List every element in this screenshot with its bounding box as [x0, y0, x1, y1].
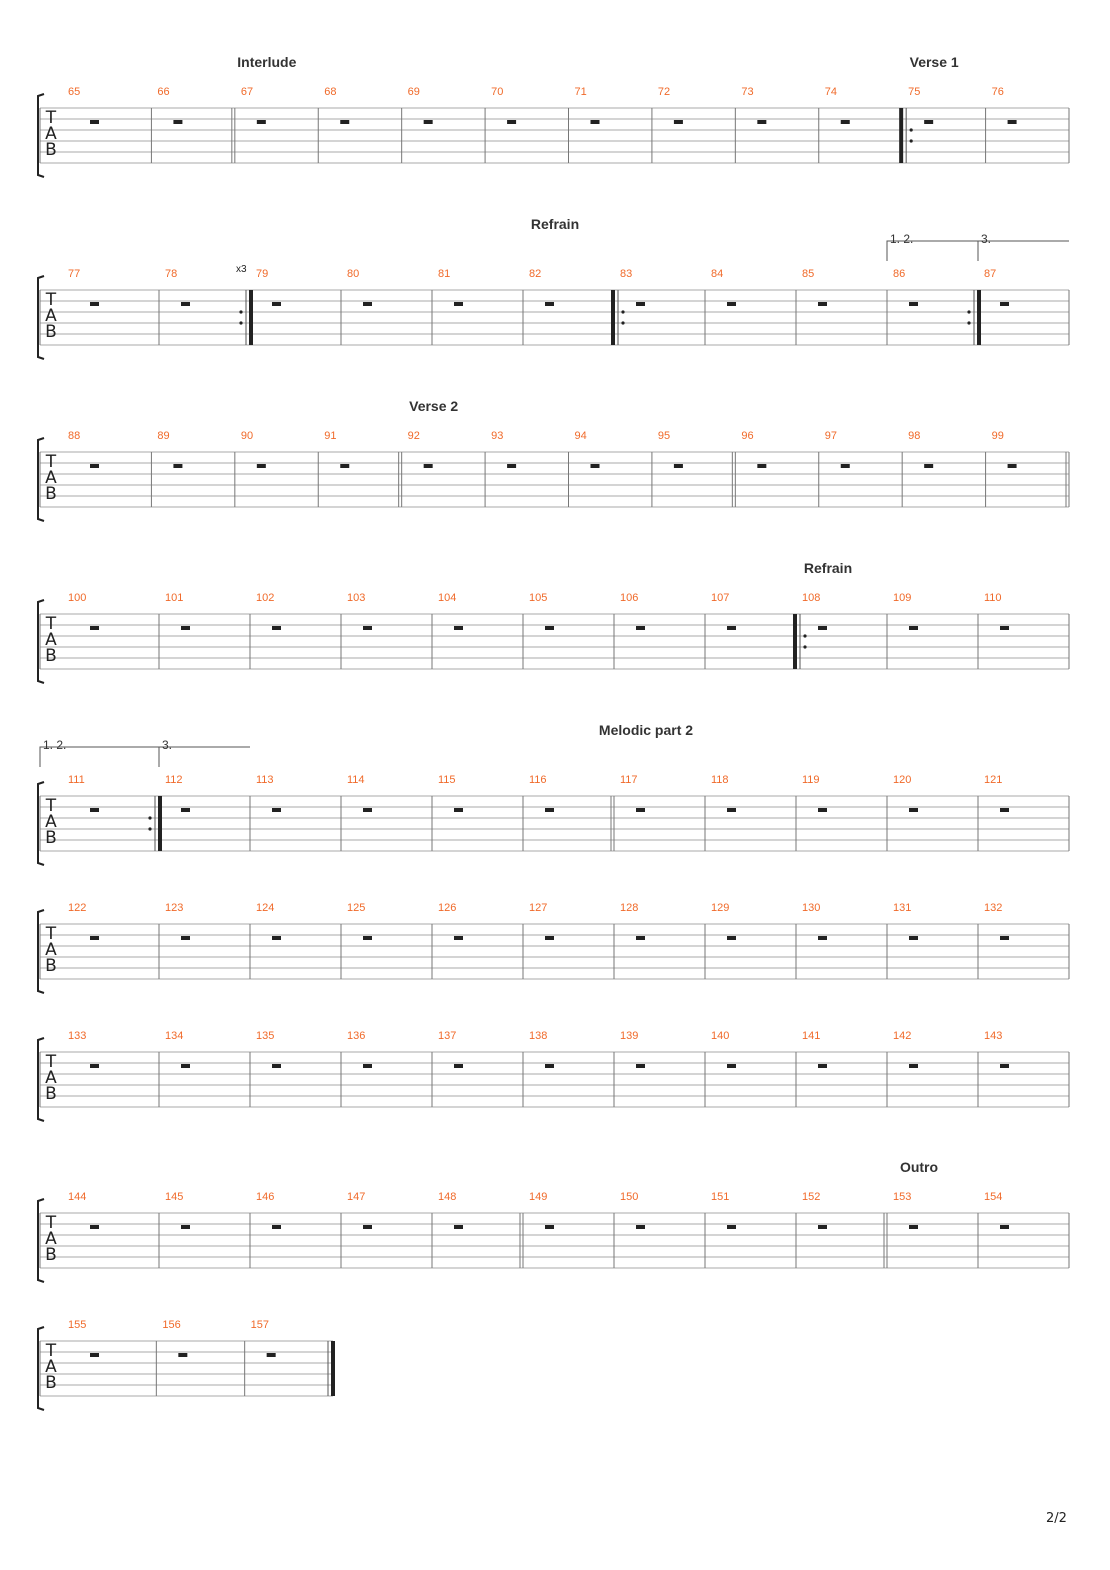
whole-rest — [454, 1225, 463, 1229]
tab-clef-letter: T — [45, 108, 57, 128]
tab-clef-letter: B — [45, 828, 57, 848]
measure-number: 152 — [802, 1191, 821, 1203]
whole-rest — [727, 808, 736, 812]
whole-rest — [545, 626, 554, 630]
repeat-dot — [239, 321, 242, 324]
measure-number: 105 — [529, 592, 548, 604]
measure-number: 114 — [347, 774, 365, 786]
measure-number: 81 — [438, 268, 451, 280]
whole-rest — [818, 936, 827, 940]
whole-rest — [636, 808, 645, 812]
measure-number: 147 — [347, 1191, 366, 1203]
repeat-end-thick — [249, 290, 253, 345]
measure-number: 70 — [491, 86, 504, 98]
tab-clef-letter: A — [45, 812, 57, 832]
measure-number: 157 — [250, 1319, 270, 1331]
whole-rest — [363, 1064, 372, 1068]
volta-label: 3. — [162, 738, 173, 752]
whole-rest — [545, 1064, 554, 1068]
measure-number: 69 — [407, 86, 420, 98]
measure-number: 108 — [802, 592, 821, 604]
whole-rest — [841, 120, 850, 124]
measure-number: 142 — [893, 1030, 912, 1042]
tab-clef-letter: T — [45, 452, 57, 472]
volta-label: 1. 2. — [890, 232, 914, 246]
measure-number: 153 — [893, 1191, 912, 1203]
whole-rest — [363, 936, 372, 940]
whole-rest — [181, 302, 190, 306]
volta-bracket — [978, 241, 1069, 261]
whole-rest — [818, 808, 827, 812]
section-label: Outro — [899, 1159, 939, 1175]
measure-number: 123 — [165, 902, 184, 914]
tab-clef-letter: T — [45, 290, 57, 310]
measure-number: 98 — [908, 430, 921, 442]
measure-number: 148 — [438, 1191, 457, 1203]
whole-rest — [727, 936, 736, 940]
measure-number: 91 — [324, 430, 337, 442]
tab-clef-letter: A — [45, 1357, 57, 1377]
tab-clef-letter: T — [45, 796, 57, 816]
whole-rest — [90, 1353, 99, 1357]
measure-number: 85 — [802, 268, 815, 280]
whole-rest — [674, 464, 683, 468]
whole-rest — [909, 808, 918, 812]
measure-number: 125 — [347, 902, 366, 914]
whole-rest — [909, 936, 918, 940]
measure-number: 122 — [68, 902, 87, 914]
whole-rest — [757, 464, 766, 468]
whole-rest — [1000, 936, 1009, 940]
measure-number: 127 — [529, 902, 548, 914]
repeat-start-thick — [793, 614, 797, 669]
tab-clef-letter: T — [45, 1341, 57, 1361]
whole-rest — [363, 808, 372, 812]
measure-number: 78 — [165, 268, 178, 280]
whole-rest — [181, 626, 190, 630]
whole-rest — [636, 302, 645, 306]
whole-rest — [424, 120, 433, 124]
measure-number: 118 — [711, 774, 729, 786]
measure-number: 73 — [741, 86, 754, 98]
repeat-count: x3 — [236, 264, 247, 275]
whole-rest — [727, 1225, 736, 1229]
measure-number: 95 — [657, 430, 671, 442]
whole-rest — [340, 464, 349, 468]
section-label: Verse 1 — [909, 54, 959, 70]
repeat-start-thick — [899, 108, 903, 163]
whole-rest — [454, 808, 463, 812]
repeat-dot — [967, 310, 970, 313]
measure-number: 112 — [165, 774, 183, 786]
whole-rest — [90, 808, 99, 812]
whole-rest — [924, 120, 933, 124]
measure-number: 84 — [711, 268, 724, 280]
whole-rest — [818, 626, 827, 630]
measure-number: 101 — [165, 592, 184, 604]
repeat-dot — [803, 645, 806, 648]
repeat-end-thick — [977, 290, 981, 345]
whole-rest — [674, 120, 683, 124]
measure-number: 144 — [68, 1191, 87, 1203]
whole-rest — [727, 302, 736, 306]
measure-number: 143 — [984, 1030, 1003, 1042]
whole-rest — [454, 302, 463, 306]
measure-number: 111 — [68, 774, 85, 786]
measure-number: 120 — [893, 774, 912, 786]
repeat-dot — [803, 634, 806, 637]
repeat-dot — [621, 321, 624, 324]
measure-number: 79 — [256, 268, 269, 280]
repeat-dot — [148, 827, 151, 830]
tab-clef-letter: A — [45, 1229, 57, 1249]
measure-number: 90 — [240, 430, 254, 442]
measure-number: 135 — [256, 1030, 275, 1042]
whole-rest — [818, 1064, 827, 1068]
whole-rest — [841, 464, 850, 468]
tab-clef-letter: T — [45, 1052, 57, 1072]
page-number: 2/2 — [1046, 1511, 1067, 1526]
tab-clef-letter: A — [45, 940, 57, 960]
whole-rest — [1000, 808, 1009, 812]
whole-rest — [909, 1225, 918, 1229]
whole-rest — [272, 1064, 281, 1068]
measure-number: 66 — [157, 86, 170, 98]
whole-rest — [340, 120, 349, 124]
whole-rest — [424, 464, 433, 468]
measure-number: 141 — [802, 1030, 821, 1042]
measure-number: 94 — [574, 430, 587, 442]
whole-rest — [90, 1064, 99, 1068]
measure-number: 119 — [802, 774, 820, 786]
measure-number: 109 — [893, 592, 912, 604]
measure-number: 80 — [347, 268, 360, 280]
tab-clef-letter: B — [45, 322, 57, 342]
measure-number: 65 — [68, 86, 81, 98]
measure-number: 106 — [620, 592, 639, 604]
measure-number: 129 — [711, 902, 730, 914]
whole-rest — [173, 120, 182, 124]
tab-clef-letter: A — [45, 124, 57, 144]
whole-rest — [90, 626, 99, 630]
whole-rest — [636, 936, 645, 940]
measure-number: 100 — [68, 592, 87, 604]
whole-rest — [591, 464, 600, 468]
measure-number: 92 — [407, 430, 420, 442]
measure-number: 116 — [529, 774, 547, 786]
measure-number: 74 — [824, 86, 837, 98]
whole-rest — [591, 120, 600, 124]
whole-rest — [909, 1064, 918, 1068]
tab-clef-letter: B — [45, 956, 57, 976]
whole-rest — [363, 302, 372, 306]
whole-rest — [454, 936, 463, 940]
measure-number: 87 — [984, 268, 997, 280]
volta-label: 3. — [981, 232, 992, 246]
whole-rest — [636, 1064, 645, 1068]
measure-number: 132 — [984, 902, 1003, 914]
whole-rest — [363, 1225, 372, 1229]
measure-number: 140 — [711, 1030, 730, 1042]
section-label: Refrain — [530, 216, 580, 232]
measure-number: 117 — [620, 774, 638, 786]
section-label: Interlude — [237, 54, 297, 70]
whole-rest — [636, 626, 645, 630]
whole-rest — [363, 626, 372, 630]
measure-number: 115 — [438, 774, 456, 786]
tab-clef-letter: B — [45, 1245, 57, 1265]
whole-rest — [173, 464, 182, 468]
whole-rest — [454, 1064, 463, 1068]
measure-number: 86 — [893, 268, 906, 280]
measure-number: 151 — [711, 1191, 730, 1203]
measure-number: 124 — [256, 902, 275, 914]
whole-rest — [90, 120, 99, 124]
measure-number: 104 — [438, 592, 457, 604]
measure-number: 103 — [347, 592, 366, 604]
tab-clef-letter: T — [45, 614, 57, 634]
whole-rest — [181, 808, 190, 812]
measure-number: 89 — [157, 430, 170, 442]
measure-number: 131 — [893, 902, 912, 914]
tab-clef-letter: A — [45, 630, 57, 650]
whole-rest — [1000, 626, 1009, 630]
measure-number: 145 — [165, 1191, 184, 1203]
final-barline-thick — [331, 1341, 335, 1396]
whole-rest — [1008, 464, 1017, 468]
whole-rest — [757, 120, 766, 124]
measure-number: 96 — [741, 430, 754, 442]
measure-number: 121 — [984, 774, 1003, 786]
repeat-dot — [910, 128, 913, 131]
whole-rest — [1008, 120, 1017, 124]
whole-rest — [818, 1225, 827, 1229]
whole-rest — [272, 808, 281, 812]
whole-rest — [257, 120, 266, 124]
tab-clef-letter: T — [45, 1213, 57, 1233]
tab-clef-letter: A — [45, 1068, 57, 1088]
whole-rest — [181, 1064, 190, 1068]
measure-number: 107 — [711, 592, 730, 604]
measure-number: 93 — [491, 430, 504, 442]
measure-number: 88 — [68, 430, 81, 442]
measure-number: 113 — [256, 774, 274, 786]
measure-number: 134 — [165, 1030, 184, 1042]
whole-rest — [90, 1225, 99, 1229]
measure-number: 128 — [620, 902, 639, 914]
repeat-dot — [910, 139, 913, 142]
tab-clef-letter: B — [45, 646, 57, 666]
whole-rest — [1000, 302, 1009, 306]
repeat-dot — [239, 310, 242, 313]
whole-rest — [272, 626, 281, 630]
whole-rest — [178, 1353, 187, 1357]
whole-rest — [818, 302, 827, 306]
measure-number: 150 — [620, 1191, 639, 1203]
whole-rest — [507, 120, 516, 124]
whole-rest — [727, 626, 736, 630]
whole-rest — [272, 302, 281, 306]
measure-number: 67 — [240, 86, 254, 98]
whole-rest — [272, 1225, 281, 1229]
tab-clef-letter: B — [45, 140, 57, 160]
whole-rest — [90, 464, 99, 468]
whole-rest — [545, 808, 554, 812]
tab-clef-letter: A — [45, 468, 57, 488]
section-label: Melodic part 2 — [598, 722, 694, 738]
measure-number: 77 — [68, 268, 81, 280]
section-label: Refrain — [803, 560, 853, 576]
tab-clef-letter: B — [45, 1373, 57, 1393]
measure-number: 71 — [574, 86, 587, 98]
measure-number: 138 — [529, 1030, 548, 1042]
whole-rest — [909, 302, 918, 306]
whole-rest — [545, 936, 554, 940]
whole-rest — [1000, 1064, 1009, 1068]
whole-rest — [454, 626, 463, 630]
measure-number: 68 — [324, 86, 337, 98]
whole-rest — [90, 302, 99, 306]
whole-rest — [636, 1225, 645, 1229]
measure-number: 154 — [984, 1191, 1003, 1203]
volta-label: 1. 2. — [43, 738, 67, 752]
whole-rest — [257, 464, 266, 468]
measure-number: 110 — [984, 592, 1002, 604]
measure-number: 126 — [438, 902, 457, 914]
whole-rest — [507, 464, 516, 468]
repeat-start-thick — [611, 290, 615, 345]
whole-rest — [90, 936, 99, 940]
whole-rest — [181, 1225, 190, 1229]
whole-rest — [181, 936, 190, 940]
measure-number: 133 — [68, 1030, 87, 1042]
tab-clef-letter: B — [45, 484, 57, 504]
measure-number: 136 — [347, 1030, 366, 1042]
measure-number: 139 — [620, 1030, 639, 1042]
repeat-dot — [621, 310, 624, 313]
measure-number: 149 — [529, 1191, 548, 1203]
whole-rest — [727, 1064, 736, 1068]
tab-clef-letter: B — [45, 1084, 57, 1104]
whole-rest — [924, 464, 933, 468]
repeat-end-thick — [158, 796, 162, 851]
whole-rest — [267, 1353, 276, 1357]
measure-number: 97 — [824, 430, 837, 442]
measure-number: 82 — [529, 268, 542, 280]
repeat-dot — [967, 321, 970, 324]
measure-number: 137 — [438, 1030, 457, 1042]
measure-number: 102 — [256, 592, 275, 604]
volta-bracket — [159, 747, 250, 767]
whole-rest — [272, 936, 281, 940]
measure-number: 83 — [620, 268, 633, 280]
repeat-dot — [148, 816, 151, 819]
measure-number: 156 — [162, 1319, 181, 1331]
section-label: Verse 2 — [409, 398, 459, 414]
tab-clef-letter: A — [45, 306, 57, 326]
whole-rest — [545, 1225, 554, 1229]
whole-rest — [545, 302, 554, 306]
measure-number: 130 — [802, 902, 821, 914]
measure-number: 155 — [68, 1319, 87, 1331]
measure-number: 76 — [991, 86, 1004, 98]
measure-number: 72 — [657, 86, 671, 98]
tab-clef-letter: T — [45, 924, 57, 944]
measure-number: 146 — [256, 1191, 275, 1203]
measure-number: 75 — [908, 86, 921, 98]
measure-number: 99 — [991, 430, 1004, 442]
whole-rest — [909, 626, 918, 630]
whole-rest — [1000, 1225, 1009, 1229]
